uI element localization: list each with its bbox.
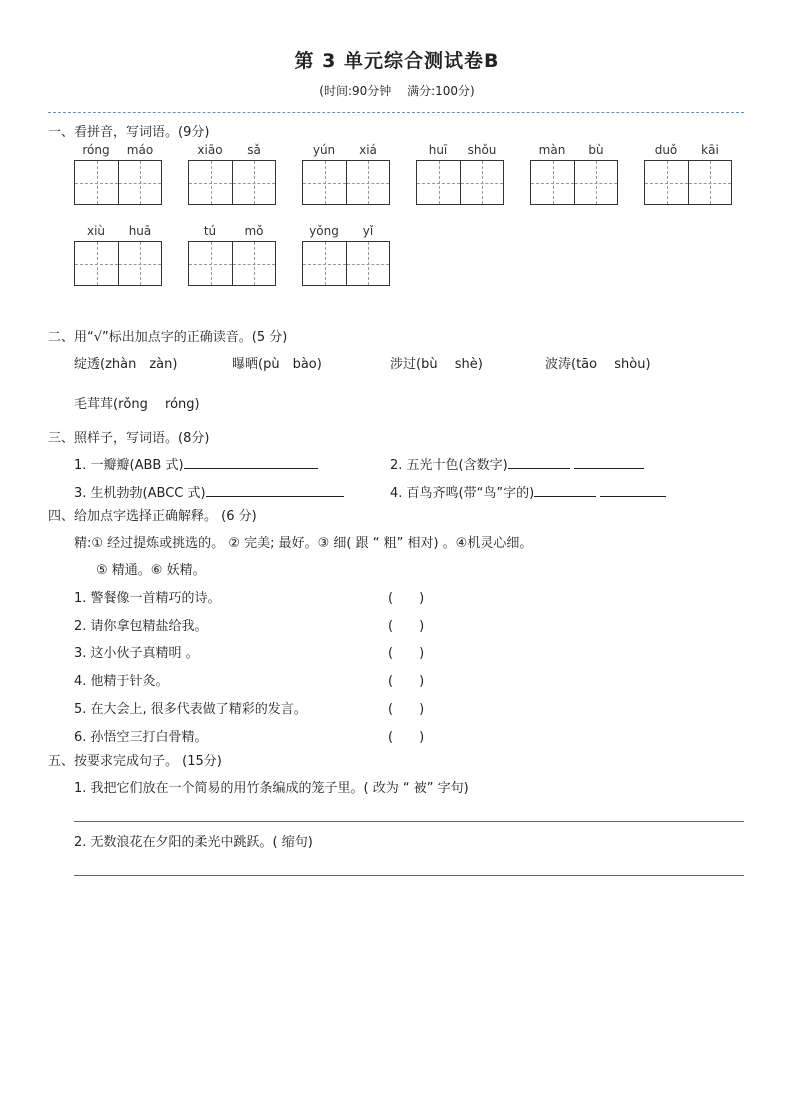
reading-word: 绽透 [74,357,101,372]
question-text: 1. 警餐像一首精巧的诗。 [74,591,221,606]
section5-heading: 五、按要求完成句子。 (15分) [48,754,222,769]
pattern-label: 1. 一瓣瓣(ABB 式) [74,458,184,473]
writing-grid[interactable] [302,241,390,286]
answer-blank[interactable] [206,484,344,497]
pinyin-syllable: huā [128,224,152,238]
grid-cell[interactable] [75,161,118,204]
reading-options[interactable]: (rǒng róng) [113,397,200,412]
writing-grid[interactable] [74,241,162,286]
pinyin-syllable: huī [428,143,448,157]
definitions-line: ⑤ 精通。⑥ 妖精。 [96,563,206,578]
pinyin-syllable: tú [203,224,217,238]
grid-cell[interactable] [346,242,389,285]
answer-blank[interactable] [600,484,666,497]
pinyin-syllable: duǒ [654,143,678,157]
grid-cell[interactable] [574,161,617,204]
grid-cell[interactable] [346,161,389,204]
reading-options[interactable]: (zhàn zàn) [100,357,178,372]
pattern-label: 2. 五光十色(含数字) [390,458,508,473]
reading-options[interactable]: (bù shè) [416,357,483,372]
pattern-label: 4. 百鸟齐鸣(带“鸟”字的) [390,486,535,501]
grid-cell[interactable] [645,161,688,204]
grid-cell[interactable] [460,161,503,204]
pinyin-syllable: màn [538,143,566,157]
answer-parentheses[interactable]: ( ) [388,674,425,690]
answer-parentheses[interactable]: ( ) [388,618,425,634]
answer-parentheses[interactable]: ( ) [388,729,425,745]
answer-blank[interactable] [534,484,596,497]
grid-cell[interactable] [303,242,346,285]
reading-item [74,393,200,412]
reading-item [390,353,483,372]
question-text: 3. 这小伙子真精明 。 [74,646,199,662]
answer-blank[interactable] [508,456,570,469]
sentence-task: 1. 我把它们放在一个简易的用竹条编成的笼子里。( 改为 “ 被” 字句) [74,781,469,796]
grid-cell[interactable] [232,161,275,204]
answer-parentheses[interactable]: ( ) [388,591,425,606]
reading-options[interactable]: (tāo shòu) [571,357,651,372]
writing-grid[interactable] [302,160,390,205]
pinyin-syllable: sǎ [247,143,261,157]
pinyin-syllable: xiá [359,143,377,157]
pinyin-syllable: róng [82,143,110,157]
pinyin-syllable: xiù [86,224,106,238]
definitions-line: 精:① 经过提炼或挑选的。 ② 完美; 最好。③ 细( 跟 “ 粗” 相对) 。④机灵心细。 [74,536,533,551]
writing-grid[interactable] [644,160,732,205]
pinyin-syllable: kāi [701,143,719,157]
reading-word: 波涛 [545,357,572,372]
reading-item [232,353,322,372]
writing-grid[interactable] [530,160,618,205]
sentence-task: 2. 无数浪花在夕阳的柔光中跳跃。( 缩句) [74,835,313,850]
section3-heading: 三、照样子，写词语。(8分) [48,431,210,446]
word-pattern-item [390,454,644,473]
reading-word: 涉过 [390,357,417,372]
pinyin-syllable: máo [126,143,154,157]
section1-heading: 一、看拼音，写词语。(9分) [48,125,210,140]
pinyin-syllable: mǒ [244,224,264,238]
grid-cell[interactable] [75,242,118,285]
grid-cell[interactable] [118,161,161,204]
reading-word: 曝晒 [232,357,259,372]
reading-item [74,353,177,372]
grid-cell[interactable] [417,161,460,204]
header-divider [48,112,744,113]
pinyin-syllable: yún [312,143,336,157]
answer-parentheses[interactable]: ( ) [388,646,425,662]
grid-cell[interactable] [531,161,574,204]
answer-blank[interactable] [184,456,318,469]
pinyin-syllable: shǒu [467,143,497,157]
grid-cell[interactable] [688,161,731,204]
pinyin-syllable: yǒng [309,224,339,238]
answer-line[interactable] [74,821,744,822]
section4-heading: 四、给加点字选择正确解释。 (6 分) [48,509,257,524]
answer-line[interactable] [74,875,744,876]
pinyin-syllable: xiāo [197,143,223,157]
grid-cell[interactable] [232,242,275,285]
word-pattern-item [74,482,344,501]
grid-cell[interactable] [189,161,232,204]
grid-cell[interactable] [189,242,232,285]
pinyin-syllable: yǐ [362,224,374,238]
pinyin-syllable: bù [588,143,604,157]
grid-cell[interactable] [303,161,346,204]
answer-parentheses[interactable]: ( ) [388,701,425,717]
reading-word: 毛茸茸 [74,397,114,412]
question-text: 4. 他精于针灸。 [74,674,169,690]
writing-grid[interactable] [188,241,276,286]
section2-heading: 二、用“√”标出加点字的正确读音。(5 分) [48,330,288,345]
question-text: 5. 在大会上, 很多代表做了精彩的发言。 [74,701,307,717]
reading-item [545,353,651,372]
writing-grid[interactable] [74,160,162,205]
writing-grid[interactable] [188,160,276,205]
question-text: 2. 请你拿包精盐给我。 [74,618,208,634]
question-text: 6. 孙悟空三打白骨精。 [74,729,208,745]
writing-grid[interactable] [416,160,504,205]
page-title: 第 3 单元综合测试卷B [294,50,500,72]
answer-blank[interactable] [574,456,644,469]
reading-options[interactable]: (pù bào) [258,357,322,372]
exam-info: (时间:90分钟 满分:100分) [319,84,475,98]
pattern-label: 3. 生机勃勃(ABCC 式) [74,486,206,501]
word-pattern-item [390,482,666,501]
word-pattern-item [74,454,318,473]
grid-cell[interactable] [118,242,161,285]
